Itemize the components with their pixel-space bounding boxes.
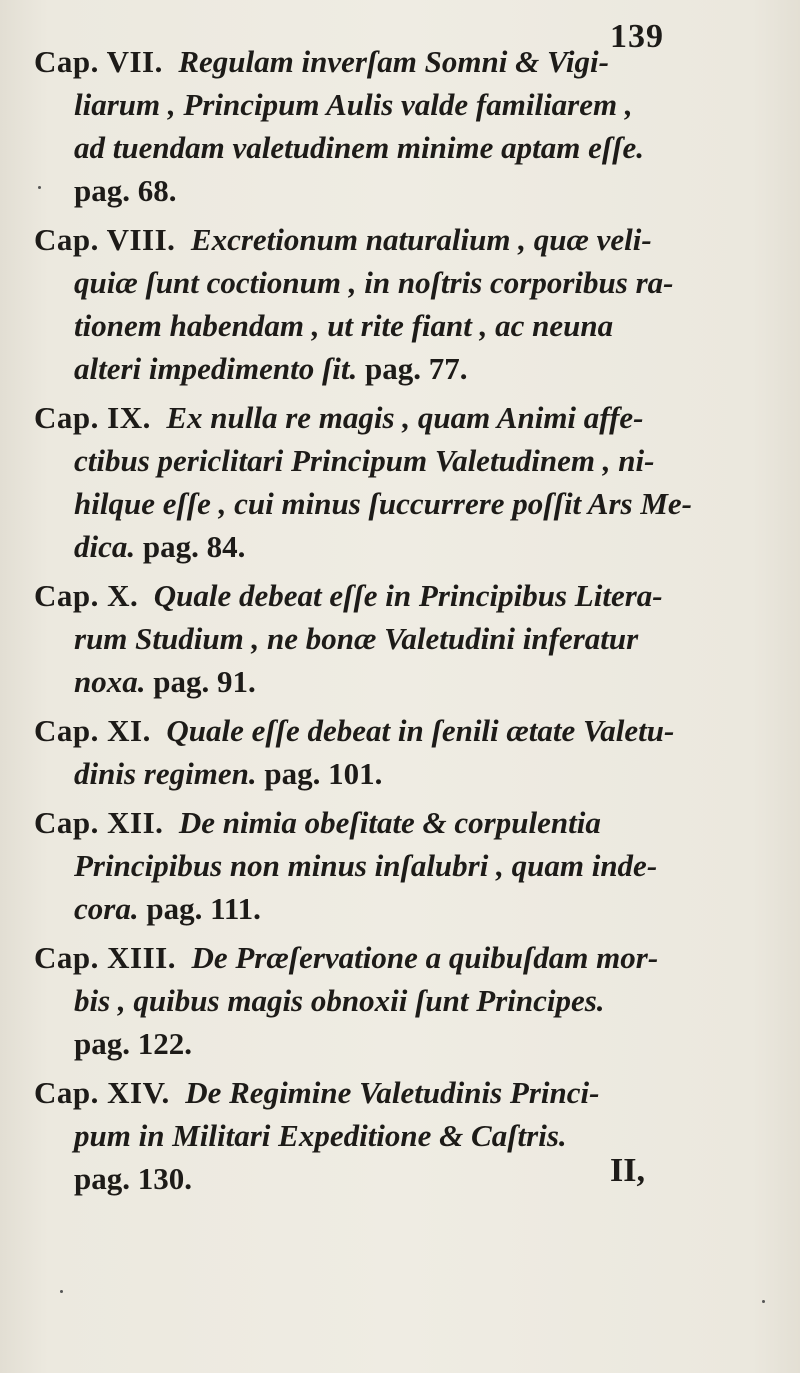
chapter-entry [34, 801, 774, 930]
page-reference: pag. 84. [142, 529, 246, 564]
ink-speck [38, 186, 41, 189]
chapter-text-line [34, 887, 774, 930]
chapter-text-line [34, 660, 774, 703]
chapter-number: Cap. XIV. [34, 1075, 170, 1110]
catchword: II, [610, 1152, 645, 1189]
chapter-title-text: Excretionum naturalium , quæ veli- [190, 222, 652, 257]
page-reference: pag. 130. [74, 1161, 192, 1196]
chapter-title-text: Principibus non minus inſalubri , quam inde- [74, 848, 658, 883]
chapter-text-line [34, 979, 774, 1022]
chapter-text-line [34, 1022, 774, 1065]
chapter-text-line [34, 844, 774, 887]
chapter-text-line [34, 439, 774, 482]
chapter-number: Cap. X. [34, 578, 139, 613]
chapter-title-text: ad tuendam valetudinem minime aptam eſſe. [74, 130, 645, 165]
chapter-entry [34, 709, 774, 795]
chapter-title-text: alteri impedimento ſit. [74, 351, 358, 386]
chapter-text-line [34, 169, 774, 212]
chapter-title-text: cora. [74, 891, 139, 926]
page-number: 139 [610, 18, 664, 55]
chapter-heading-line [34, 396, 774, 439]
chapter-text-line [34, 126, 774, 169]
chapter-text-line [34, 482, 774, 525]
chapter-text-line [34, 525, 774, 568]
chapter-title-text: Quale debeat eſſe in Principibus Litera- [153, 578, 663, 613]
chapter-heading-line [34, 1071, 774, 1114]
chapter-title-text: De Præſervatione a quibuſdam mor- [191, 940, 659, 975]
chapter-text-line [34, 347, 774, 390]
chapter-title-text: pum in Militari Expeditione & Caſtris. [74, 1118, 567, 1153]
chapter-title-text: De Regimine Valetudinis Princi- [185, 1075, 600, 1110]
chapter-text-line [34, 304, 774, 347]
chapter-text-line [34, 261, 774, 304]
chapter-heading-line [34, 801, 774, 844]
chapter-title-text: quiæ ſunt coctionum , in noſtris corporibus ra- [74, 265, 674, 300]
chapter-entry [34, 218, 774, 390]
chapter-heading-line [34, 936, 774, 979]
chapter-title-text: dica. [74, 529, 136, 564]
ink-speck [762, 1300, 765, 1303]
chapter-title-text: Ex nulla re magis , quam Animi affe- [166, 400, 644, 435]
chapter-number: Cap. XI. [34, 713, 151, 748]
chapter-title-text: bis , quibus magis obnoxii ſunt Principes. [74, 983, 605, 1018]
chapter-title-text: ctibus periclitari Principum Valetudinem , ni- [74, 443, 655, 478]
chapter-title-text: Quale eſſe debeat in ſenili ætate Valetu- [166, 713, 675, 748]
chapter-heading-line [34, 574, 774, 617]
chapter-heading-line [34, 709, 774, 752]
page-reference: pag. 111. [146, 891, 261, 926]
chapter-title-text: dinis regimen. [74, 756, 257, 791]
chapter-number: Cap. XIII. [34, 940, 176, 975]
chapter-entry [34, 396, 774, 568]
page-reference: pag. 101. [264, 756, 383, 791]
chapter-heading-line [34, 218, 774, 261]
chapter-title-text: liarum , Principum Aulis valde familiarem , [74, 87, 633, 122]
chapter-title-text: noxa. [74, 664, 146, 699]
chapter-entry [34, 936, 774, 1065]
ink-speck [60, 1290, 63, 1293]
chapter-title-text: Regulam inverſam Somni & Vigi- [178, 44, 609, 79]
chapter-entry [34, 574, 774, 703]
page-reference: pag. 122. [74, 1026, 192, 1061]
chapter-list [34, 40, 774, 1206]
chapter-title-text: rum Studium , ne bonæ Valetudini inferatur [74, 621, 639, 656]
chapter-text-line [34, 83, 774, 126]
chapter-number: Cap. IX. [34, 400, 151, 435]
page-reference: pag. 91. [153, 664, 256, 699]
chapter-text-line [34, 617, 774, 660]
chapter-entry [34, 40, 774, 212]
chapter-number: Cap. VIII. [34, 222, 176, 257]
chapter-heading-line [34, 40, 774, 83]
page-reference: pag. 77. [365, 351, 468, 386]
chapter-text-line [34, 1114, 774, 1157]
page-reference: pag. 68. [74, 173, 177, 208]
chapter-title-text: hilque eſſe , cui minus ſuccurrere poſſit Ars Me- [74, 486, 692, 521]
chapter-number: Cap. VII. [34, 44, 163, 79]
chapter-text-line [34, 1157, 774, 1200]
chapter-text-line [34, 752, 774, 795]
chapter-title-text: tionem habendam , ut rite fiant , ac neuna [74, 308, 614, 343]
chapter-number: Cap. XII. [34, 805, 164, 840]
chapter-entry [34, 1071, 774, 1200]
chapter-title-text: De nimia obeſitate & corpulentia [178, 805, 601, 840]
